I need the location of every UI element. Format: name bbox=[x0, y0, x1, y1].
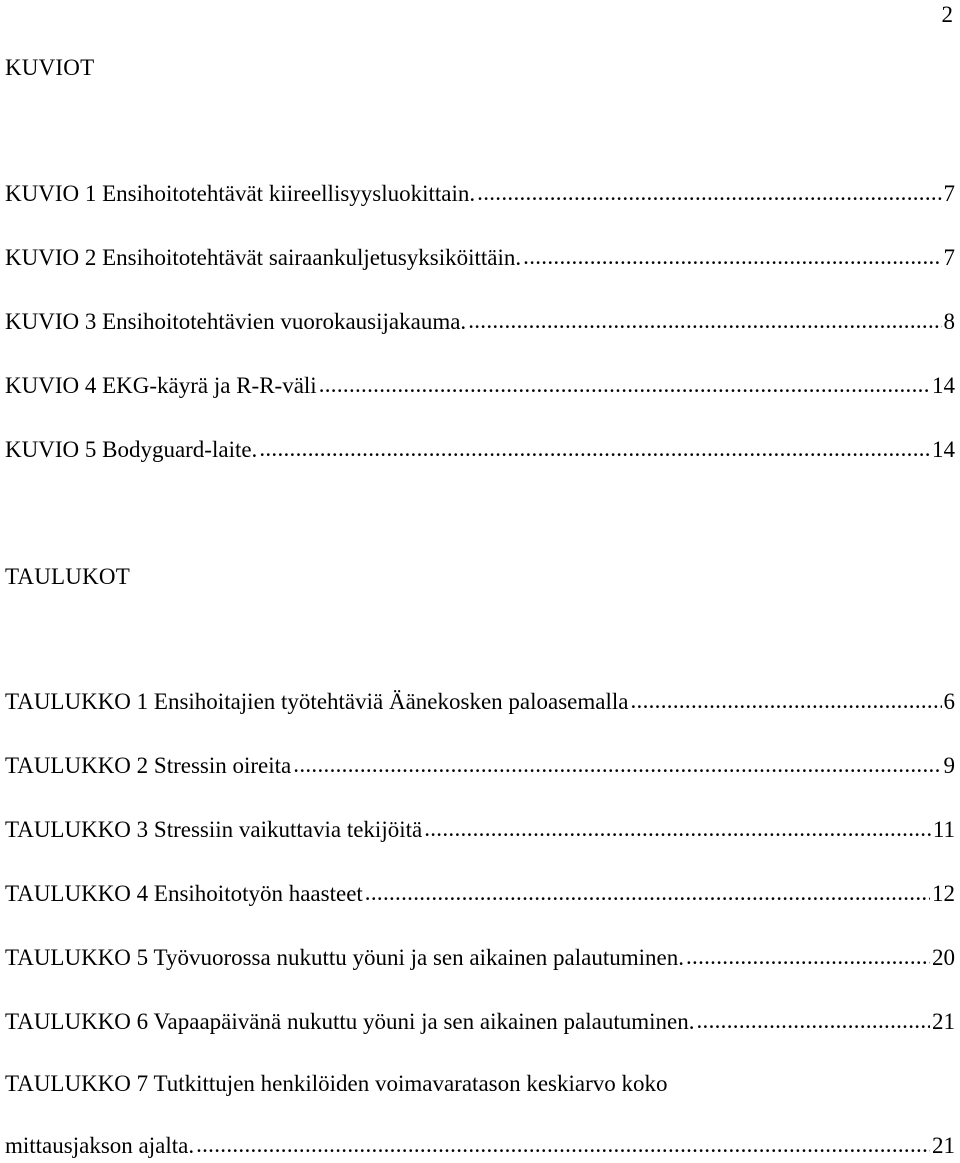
toc-entry-label: TAULUKKO 3 Stressiin vaikuttavia tekijöitä bbox=[5, 817, 423, 842]
toc-entry-label: TAULUKKO 1 Ensihoitajien työtehtäviä Äänekosken paloasemalla bbox=[5, 689, 629, 714]
dot-leader bbox=[630, 688, 941, 714]
toc-entry-table-1[interactable] bbox=[5, 689, 955, 719]
figures-heading: KUVIOT bbox=[5, 55, 95, 80]
toc-entry-figure-1[interactable] bbox=[5, 181, 955, 211]
dot-leader bbox=[686, 944, 930, 970]
dot-leader bbox=[523, 244, 941, 270]
toc-entry-figure-2[interactable] bbox=[5, 245, 955, 275]
toc-entry-figure-5[interactable] bbox=[5, 437, 955, 467]
toc-entry-table-3[interactable] bbox=[5, 817, 955, 847]
toc-entry-page: 6 bbox=[943, 689, 955, 714]
dot-leader bbox=[259, 436, 930, 462]
toc-entry-page: 12 bbox=[932, 881, 955, 906]
toc-entry-page: 8 bbox=[943, 309, 955, 334]
toc-entry-figure-4[interactable] bbox=[5, 373, 955, 403]
toc-entry-table-5[interactable] bbox=[5, 945, 955, 975]
toc-entry-page: 7 bbox=[943, 181, 955, 206]
toc-entry-figure-3[interactable] bbox=[5, 309, 955, 339]
toc-entry-table-6[interactable] bbox=[5, 1009, 955, 1039]
toc-entry-page: 14 bbox=[932, 373, 955, 398]
toc-entry-label: KUVIO 5 Bodyguard-laite. bbox=[5, 437, 258, 462]
toc-entry-label: TAULUKKO 6 Vapaapäivänä nukuttu yöuni ja sen aikainen palautuminen. bbox=[5, 1009, 695, 1034]
toc-entry-table-2[interactable] bbox=[5, 753, 955, 783]
toc-entry-page: 14 bbox=[932, 437, 955, 462]
toc-entry-label: KUVIO 4 EKG-käyrä ja R-R-väli bbox=[5, 373, 317, 398]
toc-entry-table-7-line-1[interactable]: TAULUKKO 7 Tutkittujen henkilöiden voimavaratason keskiarvo koko bbox=[5, 1071, 668, 1096]
toc-entry-page: 9 bbox=[943, 753, 955, 778]
toc-entry-page: 21 bbox=[932, 1009, 955, 1034]
toc-entry-table-7[interactable] bbox=[5, 1133, 955, 1163]
tables-heading: TAULUKOT bbox=[5, 564, 130, 589]
toc-entry-table-4[interactable] bbox=[5, 881, 955, 911]
toc-entry-page: 20 bbox=[932, 945, 955, 970]
toc-entry-label: TAULUKKO 4 Ensihoitotyön haasteet bbox=[5, 881, 363, 906]
dot-leader bbox=[319, 372, 930, 398]
dot-leader bbox=[468, 308, 941, 334]
toc-entry-label: TAULUKKO 5 Työvuorossa nukuttu yöuni ja sen aikainen palautuminen. bbox=[5, 945, 684, 970]
dot-leader bbox=[365, 880, 930, 906]
toc-entry-page: 21 bbox=[932, 1133, 955, 1158]
toc-entry-label: KUVIO 2 Ensihoitotehtävät sairaankuljetusyksiköittäin. bbox=[5, 245, 522, 270]
dot-leader bbox=[696, 1008, 930, 1034]
dot-leader bbox=[293, 752, 941, 778]
dot-leader bbox=[424, 816, 931, 842]
toc-entry-page: 7 bbox=[943, 245, 955, 270]
page-number: 2 bbox=[941, 2, 953, 27]
toc-entry-page: 11 bbox=[932, 817, 955, 842]
toc-entry-label: KUVIO 1 Ensihoitotehtävät kiireellisyysluokittain. bbox=[5, 181, 476, 206]
toc-entry-label: KUVIO 3 Ensihoitotehtävien vuorokausijakauma. bbox=[5, 309, 467, 334]
toc-entry-label: mittausjakson ajalta. bbox=[5, 1133, 195, 1158]
dot-leader bbox=[477, 180, 941, 206]
dot-leader bbox=[196, 1132, 930, 1158]
toc-entry-label: TAULUKKO 2 Stressin oireita bbox=[5, 753, 292, 778]
